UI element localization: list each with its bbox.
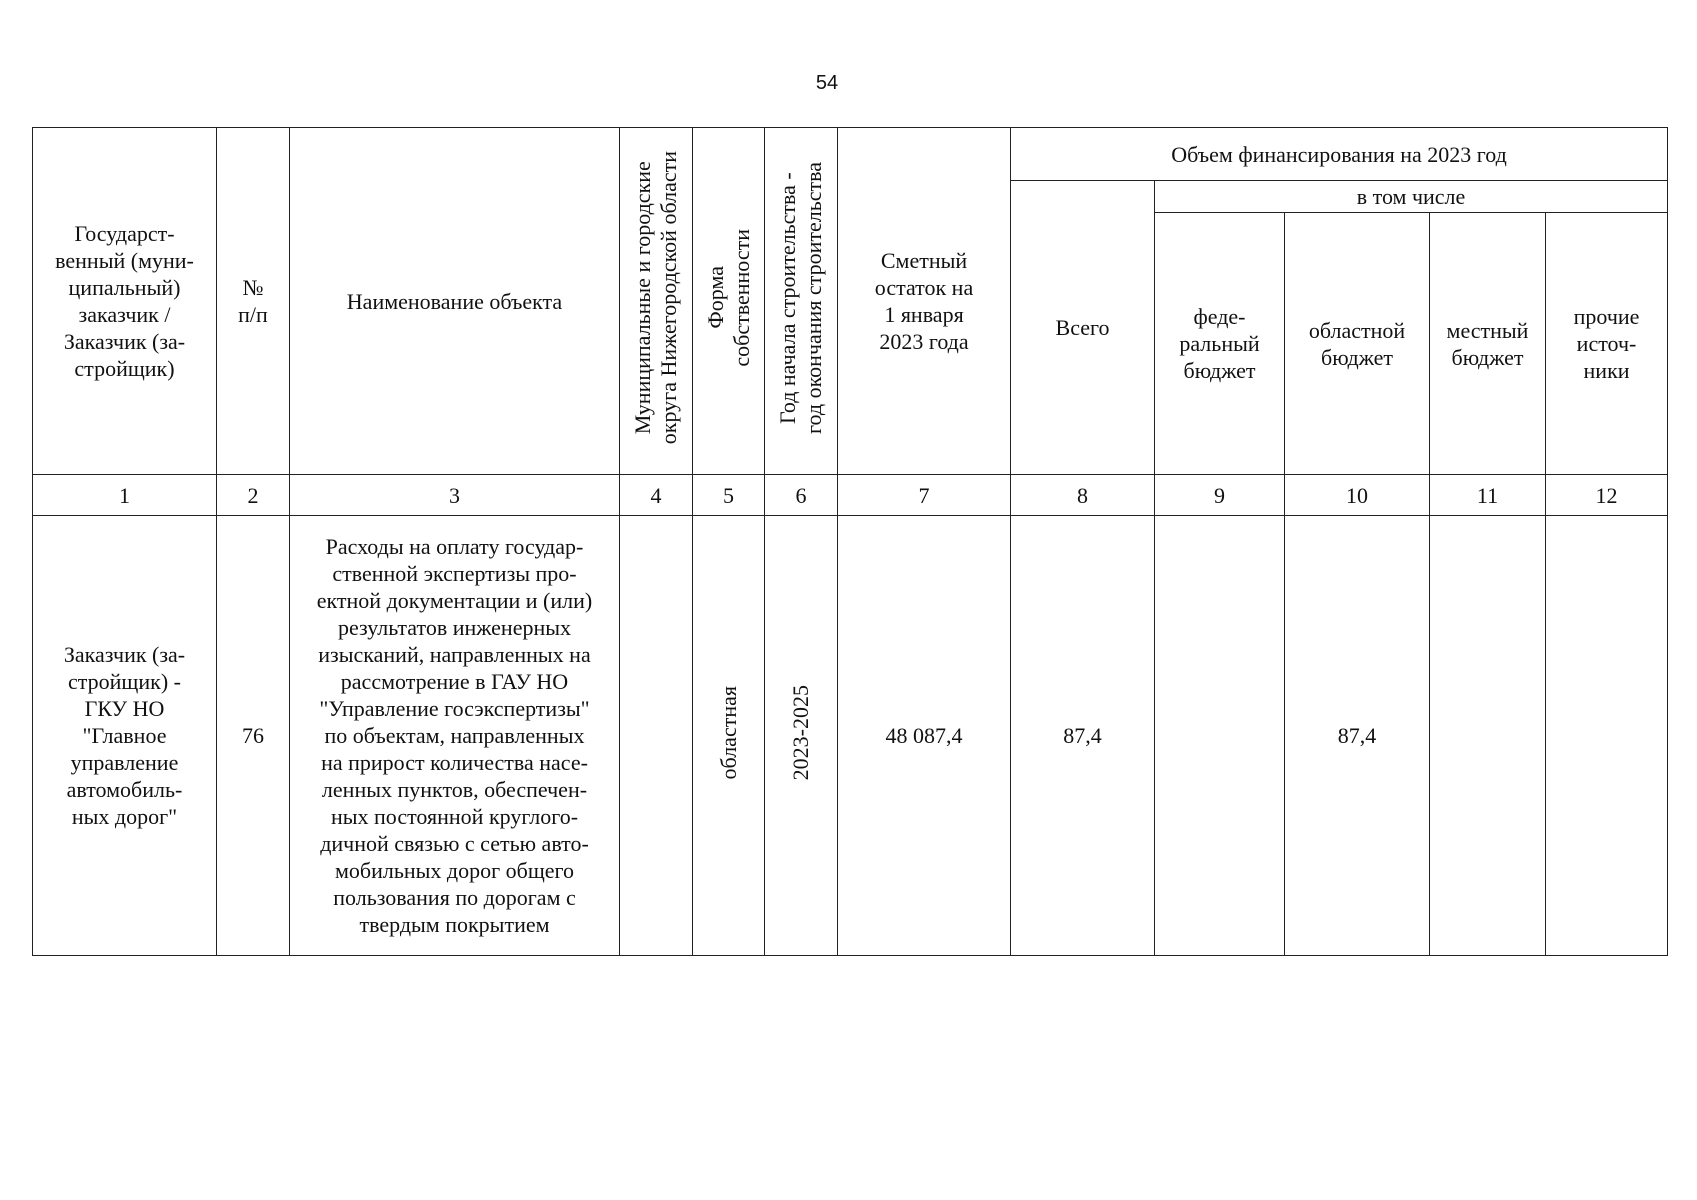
cell-object-name: Расходы на оплату государ- ственной экспертизы про- ектной документации и (или) результатов инженерных изысканий, направленных на рассмотрение в ГАУ НО "Управление госэкспертизы" по объектам, направленных на прирост количества насе- ленных пунктов, обеспечен- ных постоянной круглого- дичной связью с сетью авто- мобильных дорог общего пользования по дорогам с твердым покрытием [290,516,620,956]
header-ownership [693,128,765,475]
cell-other [1546,516,1668,956]
column-number: 10 [1285,475,1430,516]
header-customer: Государст- венный (муни- ципальный) заказчик / Заказчик (за- стройщик) [33,128,217,475]
column-number: 5 [693,475,765,516]
table-row [33,516,1668,956]
cell-customer: Заказчик (за- стройщик) - ГКУ НО "Главное управление автомобиль- ных дорог" [33,516,217,956]
column-number: 2 [217,475,290,516]
cell-total: 87,4 [1011,516,1155,956]
column-number: 3 [290,475,620,516]
column-number: 11 [1430,475,1546,516]
header-total: Всего [1011,181,1155,475]
column-number: 9 [1155,475,1285,516]
cell-years [765,516,838,956]
column-number-row [33,475,1668,516]
cell-municipality [620,516,693,956]
column-number: 8 [1011,475,1155,516]
column-number: 1 [33,475,217,516]
header-financing-title: Объем финансирования на 2023 год [1011,128,1668,181]
header-years-text: Год начала строительства - год окончания строительства [775,162,826,434]
cell-federal [1155,516,1285,956]
cell-estimated-balance: 48 087,4 [838,516,1011,956]
cell-ownership-text: областная [715,685,741,780]
column-number: 12 [1546,475,1668,516]
column-number: 6 [765,475,838,516]
header-number: № п/п [217,128,290,475]
cell-years-text: 2023-2025 [788,684,813,781]
header-regional: областной бюджет [1285,213,1430,475]
cell-number: 76 [217,516,290,956]
header-years [765,128,838,475]
header-other: прочие источ- ники [1546,213,1668,475]
page-number: 54 [815,72,839,94]
financing-table [32,127,1668,956]
column-number: 4 [620,475,693,516]
header-estimated-balance: Сметный остаток на 1 января 2023 года [838,128,1011,475]
cell-regional: 87,4 [1285,516,1430,956]
column-number: 7 [838,475,1011,516]
header-object-name: Наименование объекта [290,128,620,475]
cell-ownership [693,516,765,956]
header-municipality-text: Муниципальные и городские округа Нижегородской области [630,151,681,445]
header-local: местный бюджет [1430,213,1546,475]
header-municipality [620,128,693,475]
header-including: в том числе [1155,181,1668,213]
header-federal: феде- ральный бюджет [1155,213,1285,475]
header-ownership-text: Форма собственности [702,229,754,367]
cell-local [1430,516,1546,956]
